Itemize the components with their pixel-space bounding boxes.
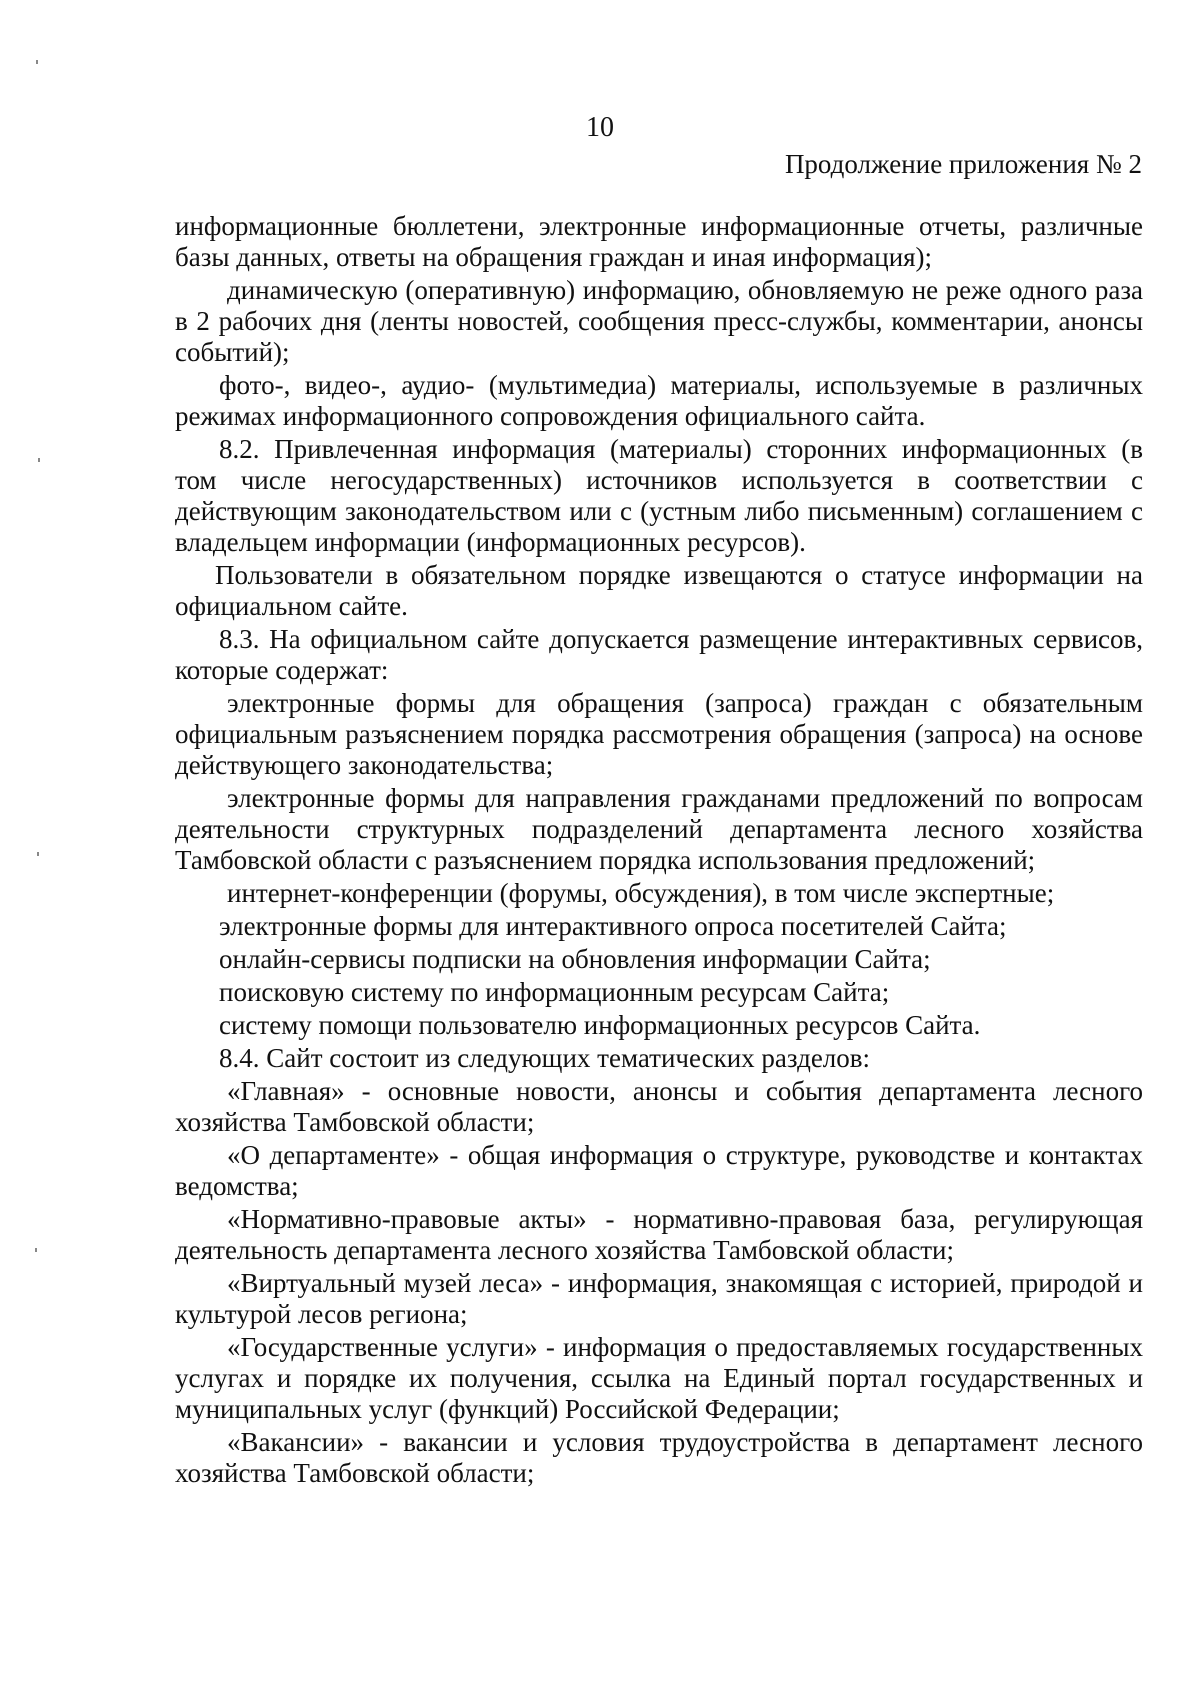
page-number: 10 [586, 112, 614, 143]
paragraph: «Виртуальный музей леса» - информация, знакомящая с историей, природой и культурой лесов региона; [175, 1268, 1143, 1329]
paragraph: электронные формы для направления гражданами предложений по вопросам деятельности структурных подразделений департамента лесного хозяйства Тамбовской области с разъяснением порядка использования предложений; [175, 783, 1143, 875]
scan-speck [35, 1248, 37, 1252]
document-body [175, 211, 1143, 1489]
scan-speck [37, 852, 39, 856]
appendix-note: Продолжение приложения № 2 [784, 149, 1142, 179]
paragraph: «О департаменте» - общая информация о структуре, руководстве и контактах ведомства; [175, 1140, 1143, 1201]
paragraph: 8.3. На официальном сайте допускается размещение интерактивных сервисов, которые содержат: [175, 624, 1143, 685]
paragraph: электронные формы для интерактивного опроса посетителей Сайта; [219, 911, 1007, 941]
paragraph: «Государственные услуги» - информация о предоставляемых государственных услугах и порядке их получения, ссылка на Единый портал государственных и муниципальных услуг (функций) Российской Федерации; [175, 1332, 1143, 1424]
paragraph: Пользователи в обязательном порядке извещаются о статусе информации на официальном сайте. [175, 560, 1143, 621]
paragraph: онлайн-сервисы подписки на обновления информации Сайта; [219, 944, 931, 974]
paragraph: «Вакансии» - вакансии и условия трудоустройства в департамент лесного хозяйства Тамбовской области; [175, 1427, 1143, 1488]
paragraph: 8.4. Сайт состоит из следующих тематических разделов: [219, 1043, 871, 1073]
paragraph: поисковую систему по информационным ресурсам Сайта; [219, 977, 890, 1007]
paragraph: фото-, видео-, аудио- (мультимедиа) материалы, используемые в различных режимах информационного сопровождения официального сайта. [175, 370, 1143, 431]
paragraph: «Нормативно-правовые акты» - нормативно-правовая база, регулирующая деятельность департамента лесного хозяйства Тамбовской области; [175, 1204, 1143, 1265]
paragraph: динамическую (оперативную) информацию, обновляемую не реже одного раза в 2 рабочих дня (ленты новостей, сообщения пресс-службы, комментарии, анонсы событий); [175, 275, 1143, 367]
paragraph: 8.2. Привлеченная информация (материалы) сторонних информационных (в том числе негосударственных) источников используется в соответствии с действующим законодательством или с (устным либо письменным) соглашением с владельцем информации (информационных ресурсов). [175, 434, 1143, 557]
paragraph: систему помощи пользователю информационных ресурсов Сайта. [219, 1010, 981, 1040]
paragraph: информационные бюллетени, электронные информационные отчеты, различные базы данных, ответы на обращения граждан и иная информация); [175, 211, 1143, 272]
scan-speck [38, 458, 40, 462]
paragraph: интернет-конференции (форумы, обсуждения), в том числе экспертные; [227, 878, 1055, 908]
paragraph: «Главная» - основные новости, анонсы и события департамента лесного хозяйства Тамбовской области; [175, 1076, 1143, 1137]
paragraph: электронные формы для обращения (запроса) граждан с обязательным официальным разъяснением порядка рассмотрения обращения (запроса) на основе действующего законодательства; [175, 688, 1143, 780]
scan-speck [36, 60, 38, 64]
